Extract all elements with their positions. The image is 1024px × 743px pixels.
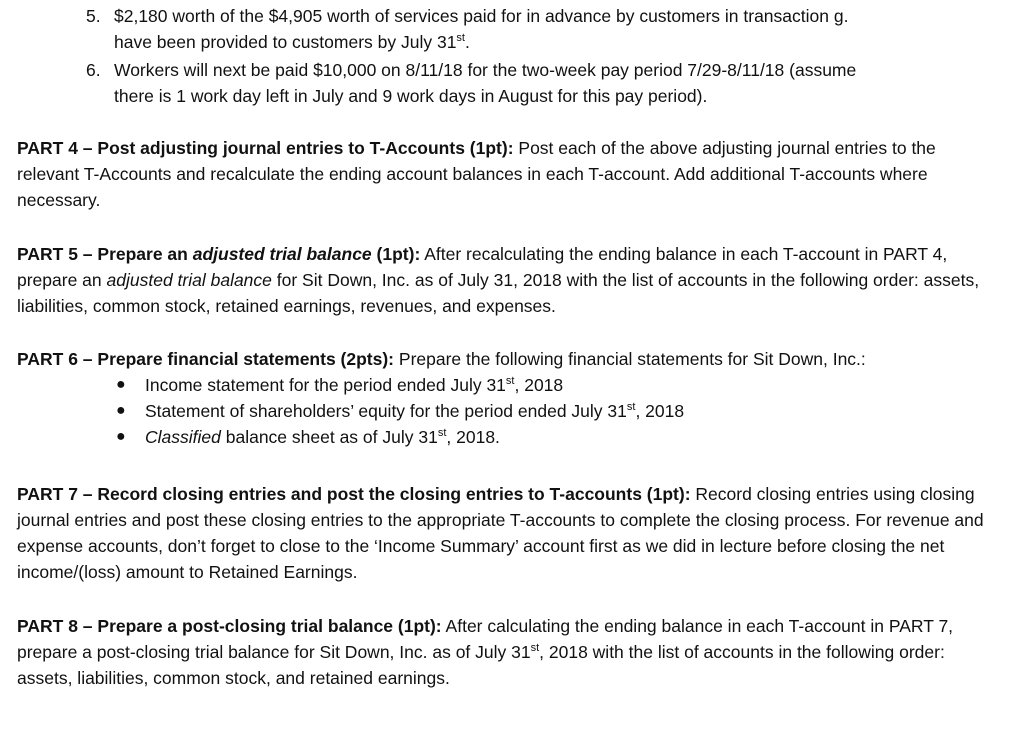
part-7-heading: PART 7 – Record closing entries and post the closing entries to T-accounts (1pt): <box>17 484 691 504</box>
item-text-line: $2,180 worth of the $4,905 worth of services paid for in advance by customers in transaction g. <box>114 6 849 26</box>
item-text-line: Workers will next be paid $10,000 on 8/11/18 for the two-week pay period 7/29-8/11/18 (assume <box>114 60 857 80</box>
bullet-emphasis: Classified <box>145 427 221 447</box>
part-7-body: Record closing entries using closing journal entries and post these closing entries to the appropriate T-accounts to complete the closing process. For revenue and expense accounts, don’t forget to close to the ‘Income Summary’ account first as we did in lecture before closing the net income/(loss) amount to Retained Earnings. <box>17 484 984 582</box>
item-text: . <box>464 32 470 52</box>
item-text-line <box>114 29 986 55</box>
superscript: st <box>437 427 447 440</box>
part-7-section <box>17 481 992 585</box>
part-5-heading <box>17 244 420 264</box>
part-5-section <box>17 241 992 319</box>
bullet-text: , 2018 <box>514 375 564 395</box>
part-6-section <box>17 346 992 450</box>
body-text: After calculating the ending balance in each T-account in PART 7, prepare a post-closing trial balance for Sit Down, Inc. as of July 31 <box>17 616 954 662</box>
heading-emphasis: adjusted trial balance <box>192 244 372 264</box>
heading-text: PART 5 – Prepare an <box>17 244 193 264</box>
list-item <box>17 424 992 450</box>
list-item-5 <box>86 3 986 55</box>
list-item <box>17 372 992 398</box>
list-item-6 <box>86 57 986 109</box>
body-emphasis: adjusted trial balance <box>106 270 272 290</box>
body-text: for Sit Down, Inc. as of July 31, 2018 with the list of accounts in the following order: assets, liabilities, common stock, retained earnings, revenues, and expenses. <box>17 270 980 316</box>
part-6-body: Prepare the following financial statements for Sit Down, Inc.: <box>398 349 866 369</box>
part-8-section <box>17 613 992 691</box>
bullet-icon: ● <box>116 402 126 419</box>
bullet-text: Income statement for the period ended July 31 <box>145 375 506 395</box>
part-8-heading: PART 8 – Prepare a post-closing trial balance (1pt): <box>17 616 442 636</box>
superscript: st <box>456 32 465 45</box>
part-4-section <box>17 135 992 213</box>
superscript: st <box>505 375 515 388</box>
superscript: st <box>530 642 540 655</box>
statements-list <box>17 372 992 450</box>
part-4-body: Post each of the above adjusting journal entries to the relevant T-Accounts and recalculate the ending account balances in each T-account. Add additional T-accounts where necessary. <box>17 138 936 210</box>
heading-text: (1pt): <box>371 244 421 264</box>
item-text: have been provided to customers by July 31 <box>114 32 457 52</box>
bullet-icon: ● <box>116 428 126 445</box>
item-number: 6. <box>86 60 101 80</box>
body-text: After recalculating the ending balance in each T-account in PART 4, prepare an <box>17 244 948 290</box>
bullet-icon: ● <box>116 376 126 393</box>
bullet-text: balance sheet as of July 31 <box>220 427 438 447</box>
list-item <box>17 398 992 424</box>
item-number: 5. <box>86 6 101 26</box>
item-text-line: there is 1 work day left in July and 9 work days in August for this pay period). <box>114 86 708 106</box>
body-text: , 2018 with the list of accounts in the following order: assets, liabilities, common stock, and retained earnings. <box>17 642 945 688</box>
bullet-text: , 2018 <box>635 401 685 421</box>
bullet-text: Statement of shareholders’ equity for the period ended July 31 <box>145 401 627 421</box>
bullet-text: , 2018. <box>446 427 500 447</box>
part-4-heading: PART 4 – Post adjusting journal entries to T-Accounts (1pt): <box>17 138 514 158</box>
superscript: st <box>626 401 636 414</box>
part-6-heading: PART 6 – Prepare financial statements (2pts): <box>17 349 395 369</box>
